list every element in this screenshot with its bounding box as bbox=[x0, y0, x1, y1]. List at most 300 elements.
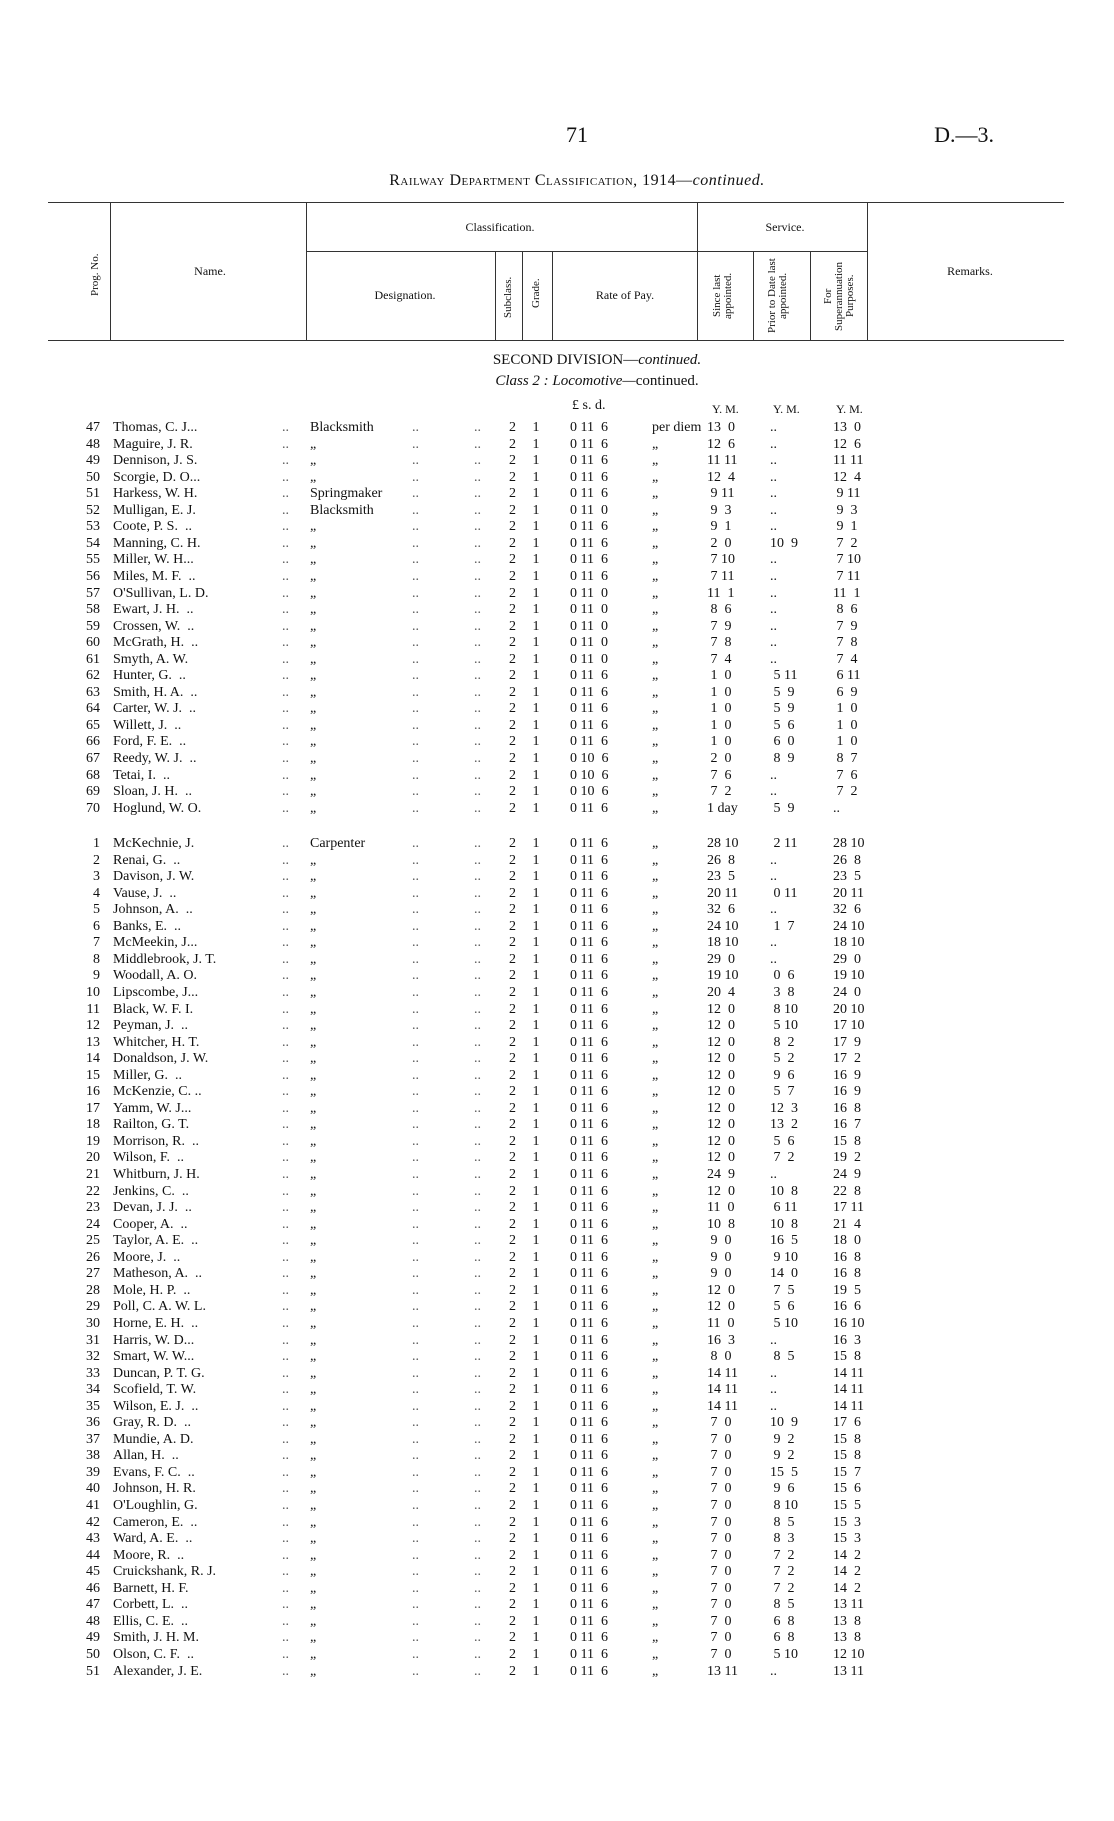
name-cell: Woodall, A. O. bbox=[113, 968, 198, 984]
prior-to-cell: 6 8 bbox=[770, 1613, 795, 1629]
rate-of-pay-cell: 0 11 6 bbox=[570, 968, 608, 984]
prior-to-cell: 8 5 bbox=[770, 1349, 795, 1365]
subclass-cell: 2 bbox=[509, 651, 516, 667]
superannuation-cell: 14 11 bbox=[833, 1382, 864, 1398]
pay-period-cell: „ bbox=[652, 453, 659, 469]
leader-dots: .. bbox=[412, 602, 419, 618]
rate-of-pay-cell: 0 11 6 bbox=[570, 535, 608, 551]
prior-to-cell: 8 5 bbox=[770, 1597, 795, 1613]
designation-cell: „ bbox=[310, 1630, 317, 1646]
name-cell: Smyth, A. W. bbox=[113, 651, 189, 667]
grade-cell: 1 bbox=[532, 918, 540, 934]
prior-to-cell: .. bbox=[770, 935, 777, 951]
rate-of-pay-cell: 0 11 6 bbox=[570, 436, 608, 452]
name-cell: Gray, R. D. .. bbox=[113, 1415, 192, 1431]
pay-period-cell: „ bbox=[652, 668, 659, 684]
pay-period-cell: „ bbox=[652, 984, 659, 1000]
since-last-cell: 7 0 bbox=[707, 1431, 732, 1447]
prior-to-cell: 9 6 bbox=[770, 1481, 795, 1497]
table-row bbox=[0, 1531, 1114, 1548]
since-last-cell: 12 0 bbox=[707, 1150, 735, 1166]
table-row bbox=[0, 1581, 1114, 1598]
name-cell: Olson, C. F. .. bbox=[113, 1646, 194, 1662]
leader-dots: .. bbox=[474, 1216, 481, 1232]
designation-cell: Carpenter bbox=[310, 836, 366, 851]
subclass-cell: 2 bbox=[509, 469, 516, 485]
prior-to-cell: .. bbox=[770, 951, 777, 967]
name-cell: Smith, H. A. .. bbox=[113, 684, 198, 700]
prog-no-cell: 2 bbox=[93, 852, 100, 868]
since-last-cell: 12 0 bbox=[707, 1133, 735, 1149]
name-cell: Miller, G. .. bbox=[113, 1067, 183, 1083]
leader-dots: .. bbox=[282, 486, 289, 502]
leader-dots: .. bbox=[412, 1398, 419, 1414]
table-row bbox=[0, 420, 1114, 437]
table-row bbox=[0, 1399, 1114, 1416]
header-prior-to: Prior to Date last appointed. bbox=[766, 258, 789, 334]
superannuation-cell: 7 4 bbox=[833, 651, 858, 667]
leader-dots: .. bbox=[412, 1448, 419, 1464]
leader-dots: .. bbox=[474, 1266, 481, 1282]
prior-to-cell: 6 11 bbox=[770, 1200, 798, 1216]
prior-to-cell: 9 10 bbox=[770, 1249, 798, 1265]
class-continued: continued. bbox=[635, 373, 699, 389]
grade-cell: 1 bbox=[532, 1018, 540, 1034]
superannuation-cell: 7 10 bbox=[833, 552, 861, 568]
leader-dots: .. bbox=[474, 1315, 481, 1331]
rate-of-pay-cell: 0 11 6 bbox=[570, 1431, 608, 1447]
superannuation-cell: 23 5 bbox=[833, 869, 861, 885]
since-last-cell: 23 5 bbox=[707, 869, 735, 885]
superannuation-cell: 11 11 bbox=[833, 453, 864, 469]
rate-of-pay-cell: 0 11 6 bbox=[570, 1084, 608, 1100]
designation-cell: „ bbox=[310, 1464, 317, 1480]
prog-no-cell: 40 bbox=[86, 1481, 100, 1497]
subclass-cell: 2 bbox=[509, 1282, 516, 1298]
grade-cell: 1 bbox=[532, 1282, 540, 1298]
leader-dots: .. bbox=[412, 1100, 419, 1116]
leader-dots: .. bbox=[412, 552, 419, 568]
leader-dots: .. bbox=[412, 1613, 419, 1629]
rate-of-pay-cell: 0 11 6 bbox=[570, 1233, 608, 1249]
prog-no-cell: 48 bbox=[86, 436, 100, 452]
leader-dots: .. bbox=[282, 1167, 289, 1182]
prior-to-cell: .. bbox=[770, 784, 777, 800]
leader-dots: .. bbox=[412, 1117, 419, 1133]
prog-no-cell: 22 bbox=[86, 1183, 100, 1199]
superannuation-cell: 7 11 bbox=[833, 568, 861, 584]
designation-cell: „ bbox=[310, 602, 317, 618]
prog-no-cell: 5 bbox=[93, 902, 100, 918]
designation-cell: „ bbox=[310, 651, 317, 667]
leader-dots: .. bbox=[474, 552, 481, 568]
leader-dots: .. bbox=[282, 984, 289, 1000]
table-row bbox=[0, 718, 1114, 735]
superannuation-cell: 1 0 bbox=[833, 717, 858, 733]
name-cell: Renai, G. .. bbox=[113, 852, 181, 868]
designation-cell: „ bbox=[310, 869, 317, 885]
pay-period-cell: „ bbox=[652, 519, 659, 535]
leader-dots: .. bbox=[412, 1630, 419, 1646]
rate-of-pay-cell: 0 11 6 bbox=[570, 1382, 608, 1398]
prog-no-cell: 7 bbox=[93, 935, 100, 951]
designation-cell: „ bbox=[310, 1315, 317, 1331]
table-row bbox=[0, 1233, 1114, 1250]
grade-cell: 1 bbox=[532, 869, 540, 885]
designation-cell: „ bbox=[310, 585, 317, 601]
subclass-cell: 2 bbox=[509, 836, 516, 851]
since-last-cell: 12 0 bbox=[707, 1034, 735, 1050]
table-row bbox=[0, 1051, 1114, 1068]
grade-cell: 1 bbox=[532, 852, 540, 868]
since-last-cell: 32 6 bbox=[707, 902, 735, 918]
leader-dots: .. bbox=[412, 1067, 419, 1083]
leader-dots: .. bbox=[412, 436, 419, 452]
rate-of-pay-cell: 0 11 6 bbox=[570, 1200, 608, 1216]
designation-cell: „ bbox=[310, 701, 317, 717]
prog-no-cell: 31 bbox=[86, 1332, 100, 1348]
prog-no-cell: 4 bbox=[93, 885, 100, 901]
leader-dots: .. bbox=[412, 1051, 419, 1067]
designation-cell: „ bbox=[310, 1382, 317, 1398]
since-last-cell: 12 4 bbox=[707, 469, 735, 485]
prior-to-cell: 5 9 bbox=[770, 684, 795, 700]
leader-dots: .. bbox=[474, 1349, 481, 1365]
prior-to-cell: .. bbox=[770, 651, 777, 667]
class-heading bbox=[40, 373, 1114, 390]
name-cell: Cruickshank, R. J. bbox=[113, 1564, 217, 1580]
rate-of-pay-cell: 0 11 6 bbox=[570, 1167, 608, 1182]
rate-of-pay-cell: 0 11 6 bbox=[570, 717, 608, 733]
table-row bbox=[0, 1101, 1114, 1118]
super-units: Y. M. bbox=[836, 402, 863, 416]
since-last-cell: 19 10 bbox=[707, 968, 739, 984]
leader-dots: .. bbox=[474, 869, 481, 885]
superannuation-cell: 15 8 bbox=[833, 1349, 861, 1365]
superannuation-cell: 14 11 bbox=[833, 1398, 864, 1414]
pay-period-cell: „ bbox=[652, 1349, 659, 1365]
table-row bbox=[0, 470, 1114, 487]
designation-cell: „ bbox=[310, 1332, 317, 1348]
designation-cell: „ bbox=[310, 1117, 317, 1133]
prog-no-cell: 36 bbox=[86, 1415, 100, 1431]
table-row bbox=[0, 1564, 1114, 1581]
prior-to-cell: 5 10 bbox=[770, 1018, 798, 1034]
leader-dots: .. bbox=[474, 1249, 481, 1265]
pay-period-cell: „ bbox=[652, 1133, 659, 1149]
designation-cell: „ bbox=[310, 984, 317, 1000]
prog-no-cell: 49 bbox=[86, 453, 100, 469]
rate-of-pay-cell: 0 11 6 bbox=[570, 453, 608, 469]
prior-to-cell: 10 8 bbox=[770, 1216, 798, 1232]
table-row bbox=[0, 985, 1114, 1002]
name-cell: Wilson, E. J. .. bbox=[113, 1398, 199, 1414]
since-last-cell: 7 0 bbox=[707, 1580, 732, 1596]
prior-to-cell: 8 5 bbox=[770, 1514, 795, 1530]
grade-cell: 1 bbox=[532, 1580, 540, 1596]
prog-no-cell: 62 bbox=[86, 668, 100, 684]
prior-to-cell: 13 2 bbox=[770, 1117, 798, 1133]
subclass-cell: 2 bbox=[509, 951, 516, 967]
leader-dots: .. bbox=[282, 469, 289, 485]
since-last-cell: 1 0 bbox=[707, 668, 732, 684]
leader-dots: .. bbox=[474, 651, 481, 667]
leader-dots: .. bbox=[474, 1001, 481, 1017]
name-cell: Whitburn, J. H. bbox=[113, 1167, 200, 1182]
pay-period-cell: „ bbox=[652, 585, 659, 601]
leader-dots: .. bbox=[282, 1580, 289, 1596]
prior-to-cell: .. bbox=[770, 1167, 777, 1182]
leader-dots: .. bbox=[412, 800, 419, 816]
leader-dots: .. bbox=[474, 1084, 481, 1100]
grade-cell: 1 bbox=[532, 1233, 540, 1249]
superannuation-cell: 29 0 bbox=[833, 951, 861, 967]
leader-dots: .. bbox=[412, 1431, 419, 1447]
table-title-continued: continued. bbox=[692, 172, 765, 189]
name-cell: Matheson, A. .. bbox=[113, 1266, 203, 1282]
leader-dots: .. bbox=[282, 902, 289, 918]
header-name: Name. bbox=[194, 264, 226, 278]
designation-cell: „ bbox=[310, 684, 317, 700]
leader-dots: .. bbox=[282, 602, 289, 618]
leader-dots: .. bbox=[282, 1200, 289, 1216]
prior-to-cell: 5 6 bbox=[770, 717, 795, 733]
rate-of-pay-cell: 0 11 0 bbox=[570, 502, 608, 518]
table-row bbox=[0, 734, 1114, 751]
rate-of-pay-cell: 0 10 6 bbox=[570, 767, 609, 783]
pay-period-cell: „ bbox=[652, 800, 659, 816]
leader-dots: .. bbox=[474, 1150, 481, 1166]
prior-to-cell: 7 2 bbox=[770, 1580, 795, 1596]
pay-period-cell: „ bbox=[652, 1481, 659, 1497]
prior-to-cell: .. bbox=[770, 1663, 777, 1679]
subclass-cell: 2 bbox=[509, 902, 516, 918]
since-last-cell: 7 0 bbox=[707, 1448, 732, 1464]
leader-dots: .. bbox=[282, 1034, 289, 1050]
prior-to-cell: 7 2 bbox=[770, 1547, 795, 1563]
leader-dots: .. bbox=[282, 585, 289, 601]
rate-of-pay-cell: 0 11 6 bbox=[570, 1150, 608, 1166]
table-row bbox=[0, 1614, 1114, 1631]
table-row bbox=[0, 1415, 1114, 1432]
name-cell: Lipscombe, J... bbox=[113, 984, 199, 1000]
leader-dots: .. bbox=[282, 684, 289, 700]
prog-no-cell: 44 bbox=[86, 1547, 100, 1563]
name-cell: McKenzie, C. .. bbox=[113, 1084, 202, 1100]
subclass-cell: 2 bbox=[509, 717, 516, 733]
grade-cell: 1 bbox=[532, 968, 540, 984]
designation-cell: „ bbox=[310, 453, 317, 469]
leader-dots: .. bbox=[474, 800, 481, 816]
superannuation-cell: 17 6 bbox=[833, 1415, 861, 1431]
since-last-cell: 7 0 bbox=[707, 1514, 732, 1530]
since-last-cell: 14 11 bbox=[707, 1382, 738, 1398]
leader-dots: .. bbox=[282, 651, 289, 667]
since-last-cell: 1 day bbox=[707, 800, 738, 816]
pay-period-cell: „ bbox=[652, 486, 659, 502]
leader-dots: .. bbox=[282, 1133, 289, 1149]
leader-dots: .. bbox=[412, 469, 419, 485]
pay-period-cell: „ bbox=[652, 734, 659, 750]
pay-period-cell: „ bbox=[652, 1084, 659, 1100]
superannuation-cell: 15 3 bbox=[833, 1531, 861, 1547]
leader-dots: .. bbox=[282, 1365, 289, 1381]
pay-period-cell: „ bbox=[652, 1498, 659, 1513]
since-last-cell: 13 0 bbox=[707, 420, 735, 435]
prog-no-cell: 9 bbox=[93, 968, 100, 984]
leader-dots: .. bbox=[282, 1183, 289, 1199]
leader-dots: .. bbox=[282, 717, 289, 733]
rate-of-pay-cell: 0 11 6 bbox=[570, 800, 608, 816]
superannuation-cell: 6 9 bbox=[833, 684, 858, 700]
grade-cell: 1 bbox=[532, 1613, 540, 1629]
leader-dots: .. bbox=[474, 1200, 481, 1216]
prog-no-cell: 55 bbox=[86, 552, 100, 568]
leader-dots: .. bbox=[282, 1663, 289, 1679]
leader-dots: .. bbox=[474, 984, 481, 1000]
rate-of-pay-cell: 0 11 6 bbox=[570, 1481, 608, 1497]
designation-cell: „ bbox=[310, 535, 317, 551]
name-cell: Devan, J. J. .. bbox=[113, 1200, 192, 1216]
pay-period-cell: „ bbox=[652, 1067, 659, 1083]
prior-to-cell: 5 6 bbox=[770, 1133, 795, 1149]
grade-cell: 1 bbox=[532, 951, 540, 967]
superannuation-cell: 17 9 bbox=[833, 1034, 861, 1050]
leader-dots: .. bbox=[282, 951, 289, 967]
leader-dots: .. bbox=[282, 420, 289, 435]
leader-dots: .. bbox=[412, 767, 419, 783]
name-cell: Sloan, J. H. .. bbox=[113, 784, 192, 800]
leader-dots: .. bbox=[412, 1167, 419, 1182]
prior-to-cell: .. bbox=[770, 635, 777, 651]
leader-dots: .. bbox=[412, 918, 419, 934]
superannuation-cell: 16 8 bbox=[833, 1249, 861, 1265]
superannuation-cell: 7 6 bbox=[833, 767, 858, 783]
table-row bbox=[0, 619, 1114, 636]
designation-cell: „ bbox=[310, 1498, 317, 1513]
prior-to-cell: .. bbox=[770, 436, 777, 452]
pay-period-cell: „ bbox=[652, 1415, 659, 1431]
prior-to-cell: .. bbox=[770, 1382, 777, 1398]
leader-dots: .. bbox=[474, 1613, 481, 1629]
rate-of-pay-cell: 0 11 6 bbox=[570, 1067, 608, 1083]
leader-dots: .. bbox=[474, 1382, 481, 1398]
leader-dots: .. bbox=[474, 836, 481, 851]
table-row bbox=[0, 1117, 1114, 1134]
leader-dots: .. bbox=[282, 1531, 289, 1547]
leader-dots: .. bbox=[282, 734, 289, 750]
table-row bbox=[0, 552, 1114, 569]
grade-cell: 1 bbox=[532, 1448, 540, 1464]
name-cell: Horne, E. H. .. bbox=[113, 1315, 199, 1331]
superannuation-cell: 17 2 bbox=[833, 1051, 861, 1067]
designation-cell: „ bbox=[310, 1150, 317, 1166]
table-row bbox=[0, 586, 1114, 603]
pay-period-cell: „ bbox=[652, 1001, 659, 1017]
prior-to-cell: 5 10 bbox=[770, 1646, 798, 1662]
leader-dots: .. bbox=[282, 767, 289, 783]
table-row bbox=[0, 1167, 1114, 1184]
prog-no-cell: 58 bbox=[86, 602, 100, 618]
prog-no-cell: 47 bbox=[86, 1597, 100, 1613]
rate-of-pay-cell: 0 11 6 bbox=[570, 1448, 608, 1464]
leader-dots: .. bbox=[412, 1365, 419, 1381]
pay-period-cell: „ bbox=[652, 1464, 659, 1480]
leader-dots: .. bbox=[412, 684, 419, 700]
rate-of-pay-cell: 0 11 6 bbox=[570, 1646, 608, 1662]
subclass-cell: 2 bbox=[509, 1464, 516, 1480]
designation-cell: „ bbox=[310, 1646, 317, 1662]
superannuation-cell: 16 8 bbox=[833, 1266, 861, 1282]
leader-dots: .. bbox=[474, 585, 481, 601]
prog-no-cell: 43 bbox=[86, 1531, 100, 1547]
leader-dots: .. bbox=[412, 852, 419, 868]
leader-dots: .. bbox=[412, 568, 419, 584]
leader-dots: .. bbox=[282, 1332, 289, 1348]
prog-no-cell: 51 bbox=[86, 1663, 100, 1679]
leader-dots: .. bbox=[282, 1646, 289, 1662]
leader-dots: .. bbox=[474, 568, 481, 584]
leader-dots: .. bbox=[474, 1117, 481, 1133]
superannuation-cell: 16 9 bbox=[833, 1067, 861, 1083]
pay-units: £ s. d. bbox=[572, 398, 606, 413]
rate-of-pay-cell: 0 11 6 bbox=[570, 1498, 608, 1513]
leader-dots: .. bbox=[412, 668, 419, 684]
designation-cell: „ bbox=[310, 1663, 317, 1679]
designation-cell: „ bbox=[310, 1531, 317, 1547]
superannuation-cell: 7 9 bbox=[833, 618, 858, 634]
leader-dots: .. bbox=[412, 1349, 419, 1365]
prog-no-cell: 15 bbox=[86, 1067, 100, 1083]
superannuation-cell: 13 11 bbox=[833, 1663, 864, 1679]
subclass-cell: 2 bbox=[509, 585, 516, 601]
designation-cell: „ bbox=[310, 1167, 317, 1182]
name-cell: Wilson, F. .. bbox=[113, 1150, 185, 1166]
rate-of-pay-cell: 0 11 6 bbox=[570, 1100, 608, 1116]
pay-period-cell: „ bbox=[652, 1266, 659, 1282]
prog-no-cell: 57 bbox=[86, 585, 100, 601]
leader-dots: .. bbox=[282, 751, 289, 766]
prior-to-cell: .. bbox=[770, 618, 777, 634]
rate-of-pay-cell: 0 10 6 bbox=[570, 751, 609, 766]
subclass-cell: 2 bbox=[509, 1630, 516, 1646]
table-row bbox=[0, 1200, 1114, 1217]
subclass-cell: 2 bbox=[509, 1117, 516, 1133]
name-cell: McKechnie, J. bbox=[113, 836, 195, 851]
prior-to-cell: 7 5 bbox=[770, 1282, 795, 1298]
leader-dots: .. bbox=[412, 902, 419, 918]
leader-dots: .. bbox=[474, 1663, 481, 1679]
grade-cell: 1 bbox=[532, 1630, 540, 1646]
subclass-cell: 2 bbox=[509, 1580, 516, 1596]
rate-of-pay-cell: 0 11 6 bbox=[570, 1051, 608, 1067]
subclass-cell: 2 bbox=[509, 1067, 516, 1083]
table-row bbox=[0, 1068, 1114, 1085]
superannuation-cell: 6 11 bbox=[833, 668, 861, 684]
leader-dots: .. bbox=[412, 1663, 419, 1679]
leader-dots: .. bbox=[282, 1415, 289, 1431]
table-row bbox=[0, 1366, 1114, 1383]
grade-cell: 1 bbox=[532, 1398, 540, 1414]
prior-to-cell: 8 10 bbox=[770, 1001, 798, 1017]
leader-dots: .. bbox=[282, 1216, 289, 1232]
pay-period-cell: „ bbox=[652, 1531, 659, 1547]
pay-period-cell: „ bbox=[652, 1100, 659, 1116]
prior-to-cell: 16 5 bbox=[770, 1233, 798, 1249]
since-last-cell: 7 8 bbox=[707, 635, 732, 651]
subclass-cell: 2 bbox=[509, 984, 516, 1000]
leader-dots: .. bbox=[412, 1481, 419, 1497]
